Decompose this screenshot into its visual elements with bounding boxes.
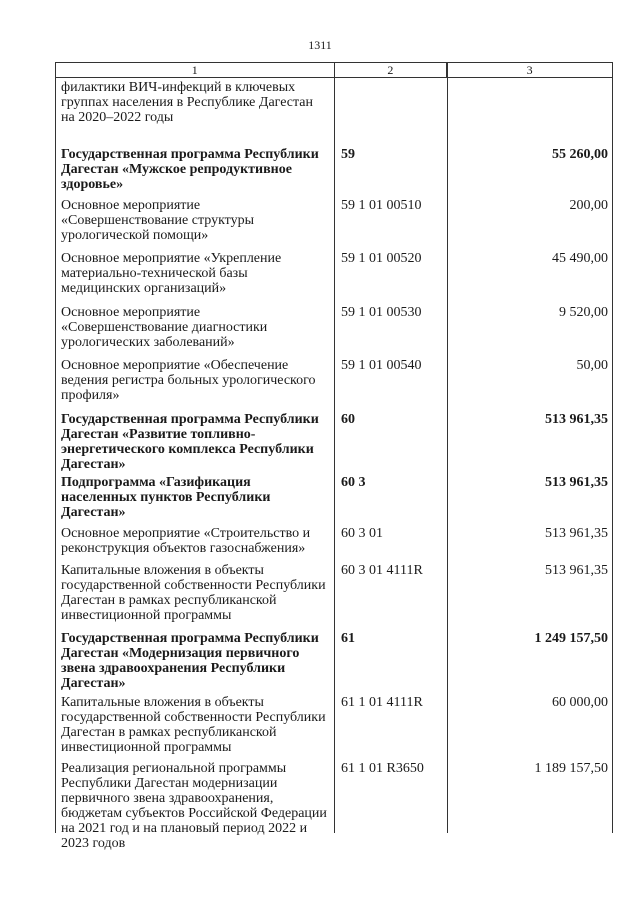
row-code: 61 <box>341 631 355 646</box>
row-amount: 50,00 <box>576 358 608 373</box>
row-amount: 45 490,00 <box>552 251 608 266</box>
row-name: Государственная программа Республики Дагестан «Мужское репродуктивное здоровье» <box>61 147 319 192</box>
row-name: Основное мероприятие «Совершенствование структуры урологической помощи» <box>61 198 255 243</box>
row-name: филактики ВИЧ-инфекций в ключевых группах населения в Республике Дагестан на 2020–2022 годы <box>61 80 313 125</box>
row-code: 61 1 01 4111R <box>341 695 423 710</box>
row-code: 61 1 01 R3650 <box>341 761 424 776</box>
column-header-3: 3 <box>526 63 533 77</box>
row-code: 59 1 01 00520 <box>341 251 422 266</box>
column-divider <box>334 63 335 833</box>
row-code: 59 1 01 00530 <box>341 305 422 320</box>
row-code: 59 <box>341 147 355 162</box>
page-number: 1311 <box>308 38 332 52</box>
row-code: 60 3 01 <box>341 526 383 541</box>
row-code: 60 3 01 4111R <box>341 563 423 578</box>
row-amount: 513 961,35 <box>545 563 608 578</box>
row-code: 59 1 01 00510 <box>341 198 422 213</box>
row-name: Государственная программа Республики Дагестан «Модернизация первичного звена здравоохранения Республики Дагестан» <box>61 631 319 691</box>
row-amount: 60 000,00 <box>552 695 608 710</box>
row-amount: 1 249 157,50 <box>534 631 608 646</box>
row-name: Капитальные вложения в объекты государственной собственности Республики Дагестан в рамках республиканской инвестиционной программы <box>61 695 326 755</box>
row-amount: 513 961,35 <box>545 526 608 541</box>
row-amount: 1 189 157,50 <box>534 761 608 776</box>
column-header-1: 1 <box>56 63 335 77</box>
row-name: Основное мероприятие «Укрепление материально-технической базы медицинских организаций» <box>61 251 282 296</box>
row-code: 59 1 01 00540 <box>341 358 422 373</box>
row-name: Государственная программа Республики Дагестан «Развитие топливно-энергетического комплекса Республики Дагестан» <box>61 412 319 472</box>
row-code: 60 <box>341 412 355 427</box>
row-code: 60 3 <box>341 475 366 490</box>
row-name: Подпрограмма «Газификация населенных пунктов Республики Дагестан» <box>61 475 271 520</box>
column-divider <box>447 63 448 833</box>
row-name: Капитальные вложения в объекты государственной собственности Республики Дагестан в рамках республиканской инвестиционной программы <box>61 563 326 623</box>
row-amount: 513 961,35 <box>545 412 608 427</box>
row-amount: 9 520,00 <box>559 305 608 320</box>
budget-table <box>55 62 613 851</box>
row-name: Основное мероприятие «Строительство и реконструкция объектов газоснабжения» <box>61 526 311 556</box>
row-amount: 513 961,35 <box>545 475 608 490</box>
row-amount: 55 260,00 <box>552 147 608 162</box>
row-name: Основное мероприятие «Обеспечение ведения регистра больных урологического профиля» <box>61 358 316 403</box>
column-header-2: 2 <box>335 63 448 77</box>
row-amount: 200,00 <box>569 198 608 213</box>
row-name: Основное мероприятие «Совершенствование диагностики урологических заболеваний» <box>61 305 268 350</box>
row-name: Реализация региональной программы Республики Дагестан модернизации первичного звена здравоохранения, бюджетам субъектов Российской Федерации на 2021 год и на плановый период 2022 и 2023 годов <box>61 761 327 851</box>
